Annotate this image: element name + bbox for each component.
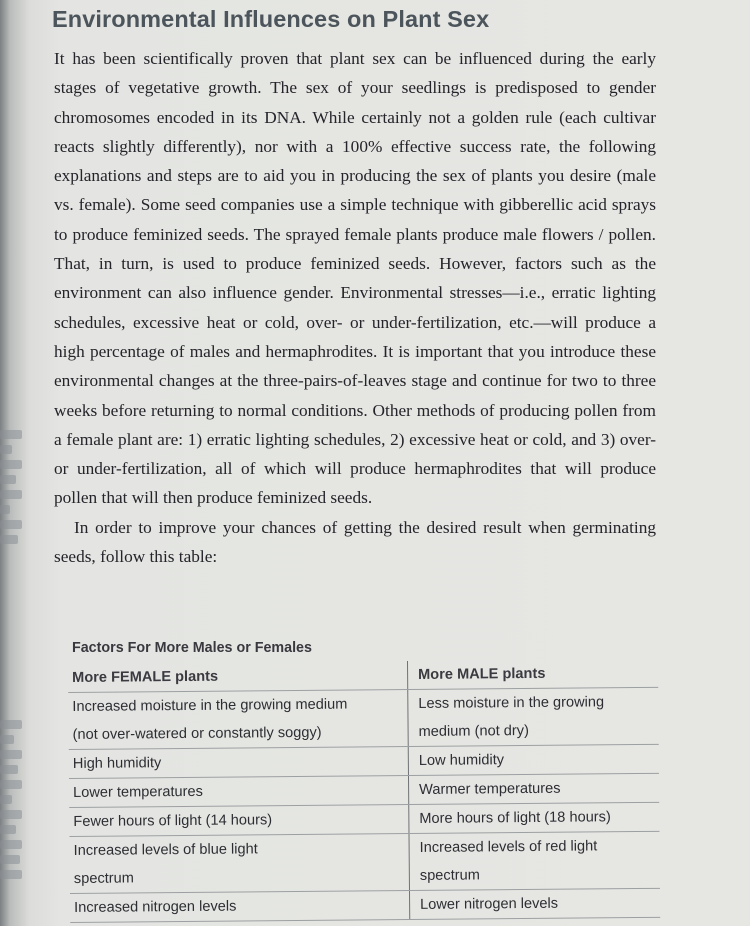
female-cell: (not over-watered or constantly soggy): [68, 718, 408, 749]
page-title: Environmental Influences on Plant Sex: [52, 6, 490, 32]
female-cell: Lower temperatures: [69, 776, 409, 807]
female-cell: High humidity: [69, 747, 409, 778]
adjacent-page-marks-lower: [0, 720, 22, 885]
female-cell: Increased nitrogen levels: [70, 891, 410, 922]
adjacent-page-marks: [0, 430, 22, 550]
male-cell: Less moisture in the growing: [418, 694, 605, 712]
female-cell: Increased levels of blue light: [70, 834, 410, 865]
female-cell: Fewer hours of light (14 hours): [69, 805, 409, 836]
male-column-header: More MALE plants: [418, 665, 546, 683]
male-cell: More hours of light (18 hours): [419, 809, 611, 827]
paragraph: It has been scientifically proven that plant sex can be influenced during the early stages of vegetative growth. The sex of your seedlings is predisposed to gender chromosomes encoded in its DNA. While certainly not a golden rule (each cultivar reacts slightly differently), nor with a 100% effective success rate, the following explanations and steps are to aid you in producing the sex of plants you desire (male vs. female). Some seed companies use a simple technique with gibberellic acid sprays to produce feminized seeds. The sprayed female plants produce male flowers / pollen. That, in turn, is used to produce feminized seeds. However, factors such as the environment can also influence gender. Environmental stresses—i.e., erratic lighting schedules, excessive heat or cold, over- or under-fertilization, etc.—will produce a high percentage of males and hermaphrodites. It is important that you introduce these environmental changes at the three-pairs-of-leaves stage and continue for two to three weeks before returning to normal conditions. Other methods of producing pollen from a female plant are: 1) erratic lighting schedules, 2) excessive heat or cold, and 3) over- or under-fertilization, all of which will produce hermaphrodites that will produce pollen that will then produce feminized seeds.: [54, 49, 656, 508]
male-cell: Lower nitrogen levels: [420, 895, 559, 913]
male-cell: Increased levels of red light: [419, 838, 598, 856]
book-page-edge: [0, 0, 26, 926]
male-cell: Low humidity: [418, 752, 505, 769]
body-text: [54, 44, 656, 571]
male-cell: medium (not dry): [418, 722, 529, 740]
female-cell: Increased moisture in the growing medium: [68, 690, 408, 721]
male-cell: spectrum: [419, 867, 480, 884]
female-cell: spectrum: [70, 862, 410, 893]
paragraph: In order to improve your chances of getting the desired result when germinating seeds, follow this table:: [54, 517, 656, 567]
factors-table: [68, 659, 660, 923]
female-column-header: More FEMALE plants: [68, 661, 408, 692]
table-title: Factors For More Males or Females: [72, 640, 312, 656]
male-cell: Warmer temperatures: [419, 780, 561, 798]
table-row: [70, 889, 660, 923]
